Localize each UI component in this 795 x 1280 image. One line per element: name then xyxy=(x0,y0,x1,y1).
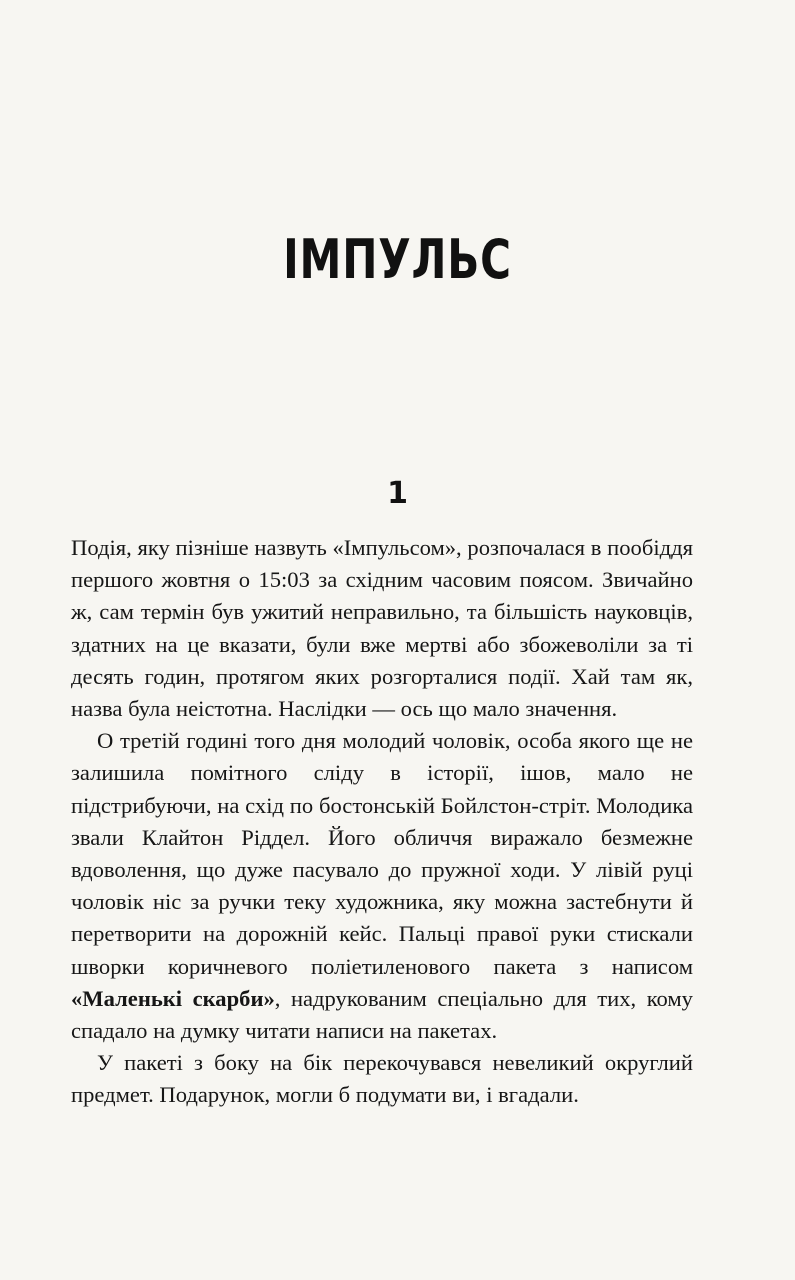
bag-label-text: «Маленькі скарби» xyxy=(71,985,275,1011)
body-text xyxy=(71,532,693,1112)
page-title: ІМПУЛЬС xyxy=(283,228,512,291)
paragraph-2-text-start: О третій годині того дня молодий чоловік, особа якого ще не залишила помітного сліду в історії, ішов, мало не підстрибуючи, на схід по бостонській Бойлстон-стріт. Молодика звали Клайтон Ріддел. Його обличчя виражало безмежне вдоволення, що дуже пасувало до пружної ходи. У лівій руці чоловік ніс за ручки теку художника, яку можна застебнути й перетворити на дорожній кейс. Пальці правої руки стискали шворки коричневого поліетиленового пакета з написом xyxy=(71,728,693,979)
chapter-number: 1 xyxy=(387,476,408,511)
paragraph-1: Подія, яку пізніше назвуть «Імпульсом», розпочалася в пообіддя першого жовтня о 15:03 за східним часовим поясом. Звичайно ж, сам термін був ужитий неправильно, та більшість науковців, здатних на це вказати, були вже мертві або збожеволіли за ті десять годин, протягом яких розгорталися події. Хай там як, назва була неістотна. Наслідки — ось що мало значення. xyxy=(71,535,693,722)
paragraph-3: У пакеті з боку на бік перекочувався невеликий округлий предмет. Подарунок, могли б подумати ви, і вгадали. xyxy=(71,1050,693,1108)
paragraph-2-text-end: , надрукованим спеціально для тих, кому спадало на думку читати написи на пакетах. xyxy=(71,985,693,1044)
paragraph-2 xyxy=(71,725,693,1047)
